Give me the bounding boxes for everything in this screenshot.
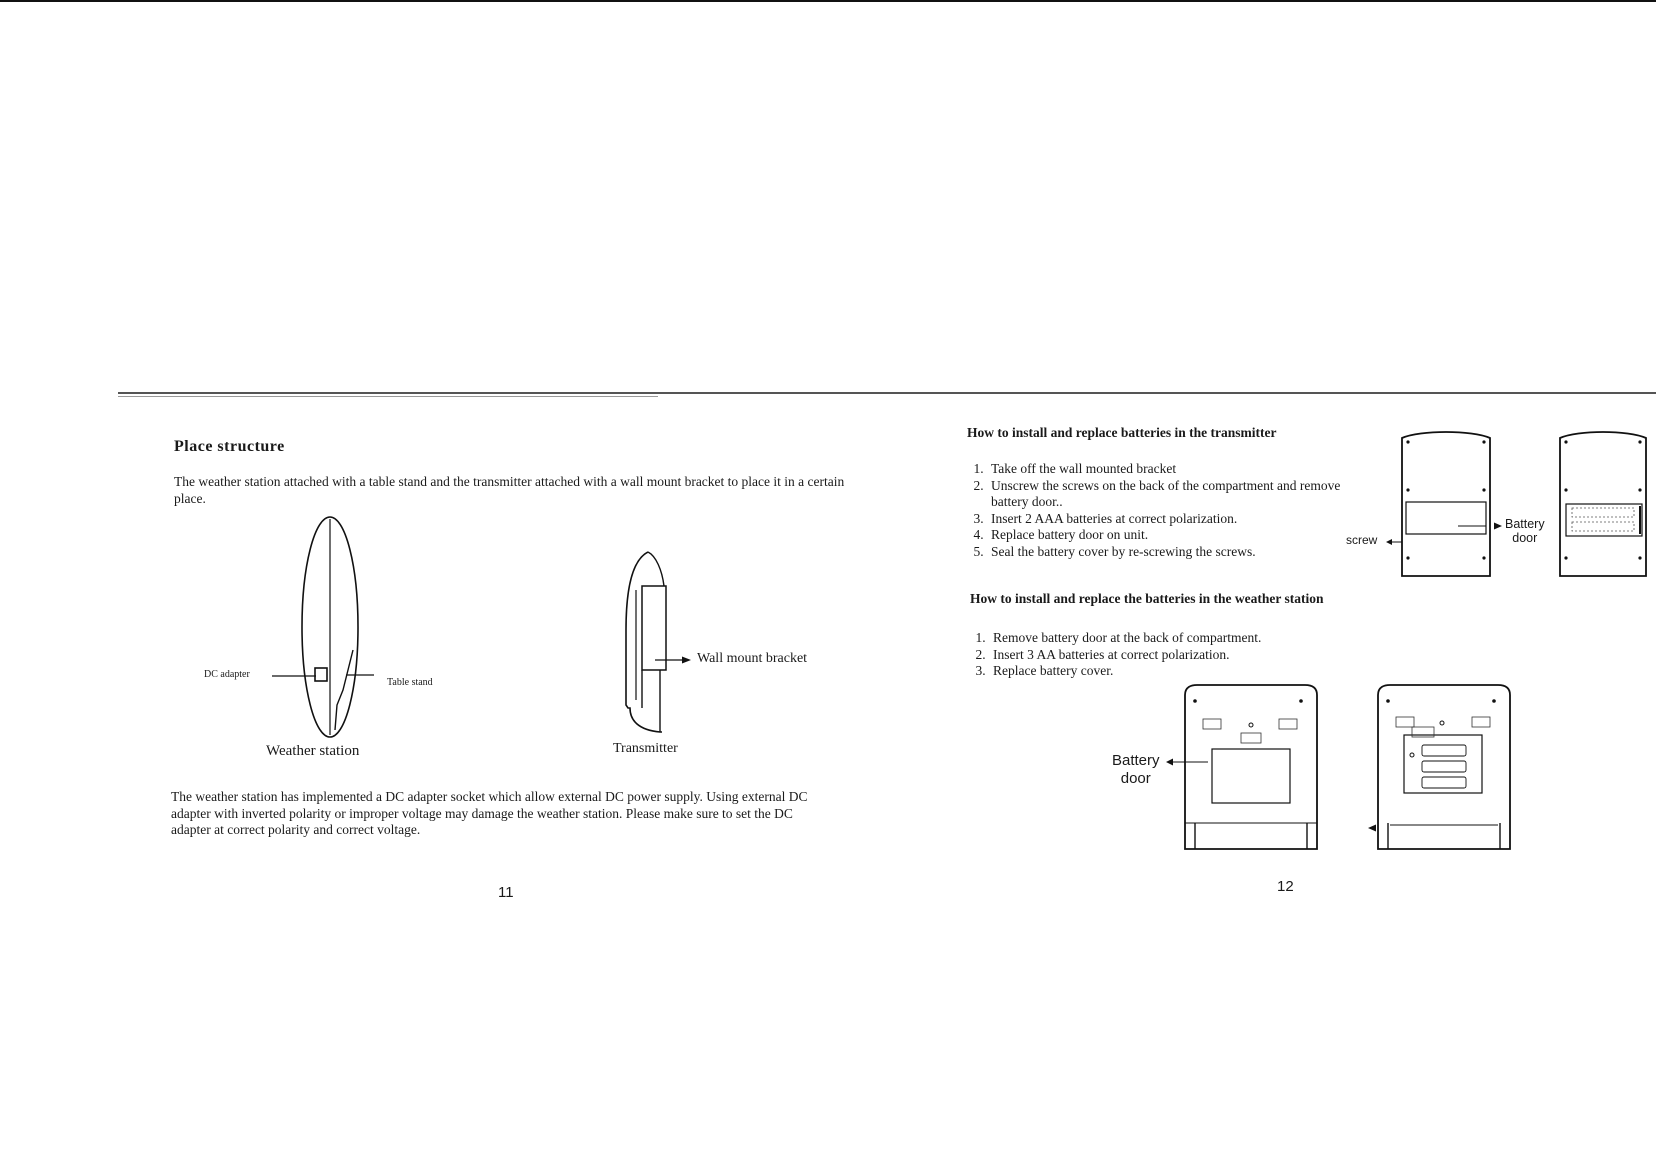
transmitter-back-batteries <box>1558 430 1648 578</box>
station-back-batteries <box>1376 683 1512 851</box>
dc-adapter-leader <box>272 674 322 678</box>
table-stand-label: Table stand <box>387 677 433 688</box>
transmitter-back-door-on <box>1400 430 1492 578</box>
intro-paragraph: The weather station attached with a table stand and the transmitter attached with a wall mount bracket to place it in a certain place. <box>174 474 845 506</box>
page-divider-line <box>118 392 1656 394</box>
page-number-left: 11 <box>498 884 514 901</box>
screw-arrow <box>1386 538 1402 546</box>
list-item: 5. Seal the battery cover by re-screwing the screws. <box>987 544 1375 561</box>
station-battery-heading: How to install and replace the batteries in the weather station <box>970 591 1324 606</box>
dc-adapter-note: The weather station has implemented a DC adapter socket which allow external DC power supply. Using external DC adapter with inverted polarity or improper voltage may damage the weather station. Please make sure to set the DC adapter at correct polarity and correct voltage. <box>171 789 808 837</box>
list-item: 2. Unscrew the screws on the back of the compartment and remove battery door.. <box>987 478 1375 511</box>
transmitter-caption: Transmitter <box>613 741 678 756</box>
transmitter-top <box>648 552 664 586</box>
transmitter-steps-list <box>965 461 1378 560</box>
list-item: 1. Take off the wall mounted bracket <box>987 461 1375 478</box>
station-battery-door-arrow <box>1166 758 1208 766</box>
wall-mount-label: Wall mount bracket <box>697 651 808 666</box>
battery-compartment <box>1404 735 1482 793</box>
list-item: 4. Replace battery door on unit. <box>987 527 1375 544</box>
weather-station-illustration <box>295 515 365 740</box>
dc-adapter-label: DC adapter <box>204 669 250 680</box>
list-item: 3. Replace battery cover. <box>989 663 1389 680</box>
transmitter-body <box>626 552 662 732</box>
weather-station-caption: Weather station <box>266 743 360 759</box>
transmitter-illustration <box>620 550 690 736</box>
aa-battery <box>1422 745 1466 756</box>
battery-word: Battery <box>1505 517 1545 531</box>
transmitter-battery-heading: How to install and replace batteries in the transmitter <box>967 425 1277 440</box>
aaa-battery <box>1572 508 1634 517</box>
aa-battery <box>1422 761 1466 772</box>
table-stand-leader <box>346 673 376 677</box>
battery-door-rect <box>1406 502 1486 534</box>
battery-door-label-station <box>1112 752 1160 788</box>
station-steps-list <box>967 630 1389 680</box>
door-word: door <box>1512 531 1538 545</box>
aa-battery <box>1422 777 1466 788</box>
station-back-door-on <box>1183 683 1319 851</box>
left-page-title-wrap <box>174 438 285 456</box>
page-number-right: 12 <box>1277 878 1294 895</box>
battery-door-label-transmitter <box>1505 517 1545 545</box>
battery-door-rect <box>1212 749 1290 803</box>
wall-mount-arrow <box>655 656 691 664</box>
list-item: 2. Insert 3 AA batteries at correct polarization. <box>989 647 1389 664</box>
top-border-line <box>0 0 1656 2</box>
table-stand-shape <box>335 650 353 730</box>
screw-label: screw <box>1346 533 1378 547</box>
aaa-battery <box>1572 522 1634 531</box>
page-divider-line-faint <box>118 396 658 397</box>
list-item: 3. Insert 2 AAA batteries at correct polarization. <box>987 511 1375 528</box>
list-item: 1. Remove battery door at the back of compartment. <box>989 630 1389 647</box>
battery-door-arrow <box>1486 522 1502 530</box>
battery-word: Battery <box>1112 752 1160 769</box>
page-title: Place structure <box>174 438 285 455</box>
door-word: door <box>1120 770 1151 787</box>
screw-pointer-arrow <box>1368 824 1378 832</box>
